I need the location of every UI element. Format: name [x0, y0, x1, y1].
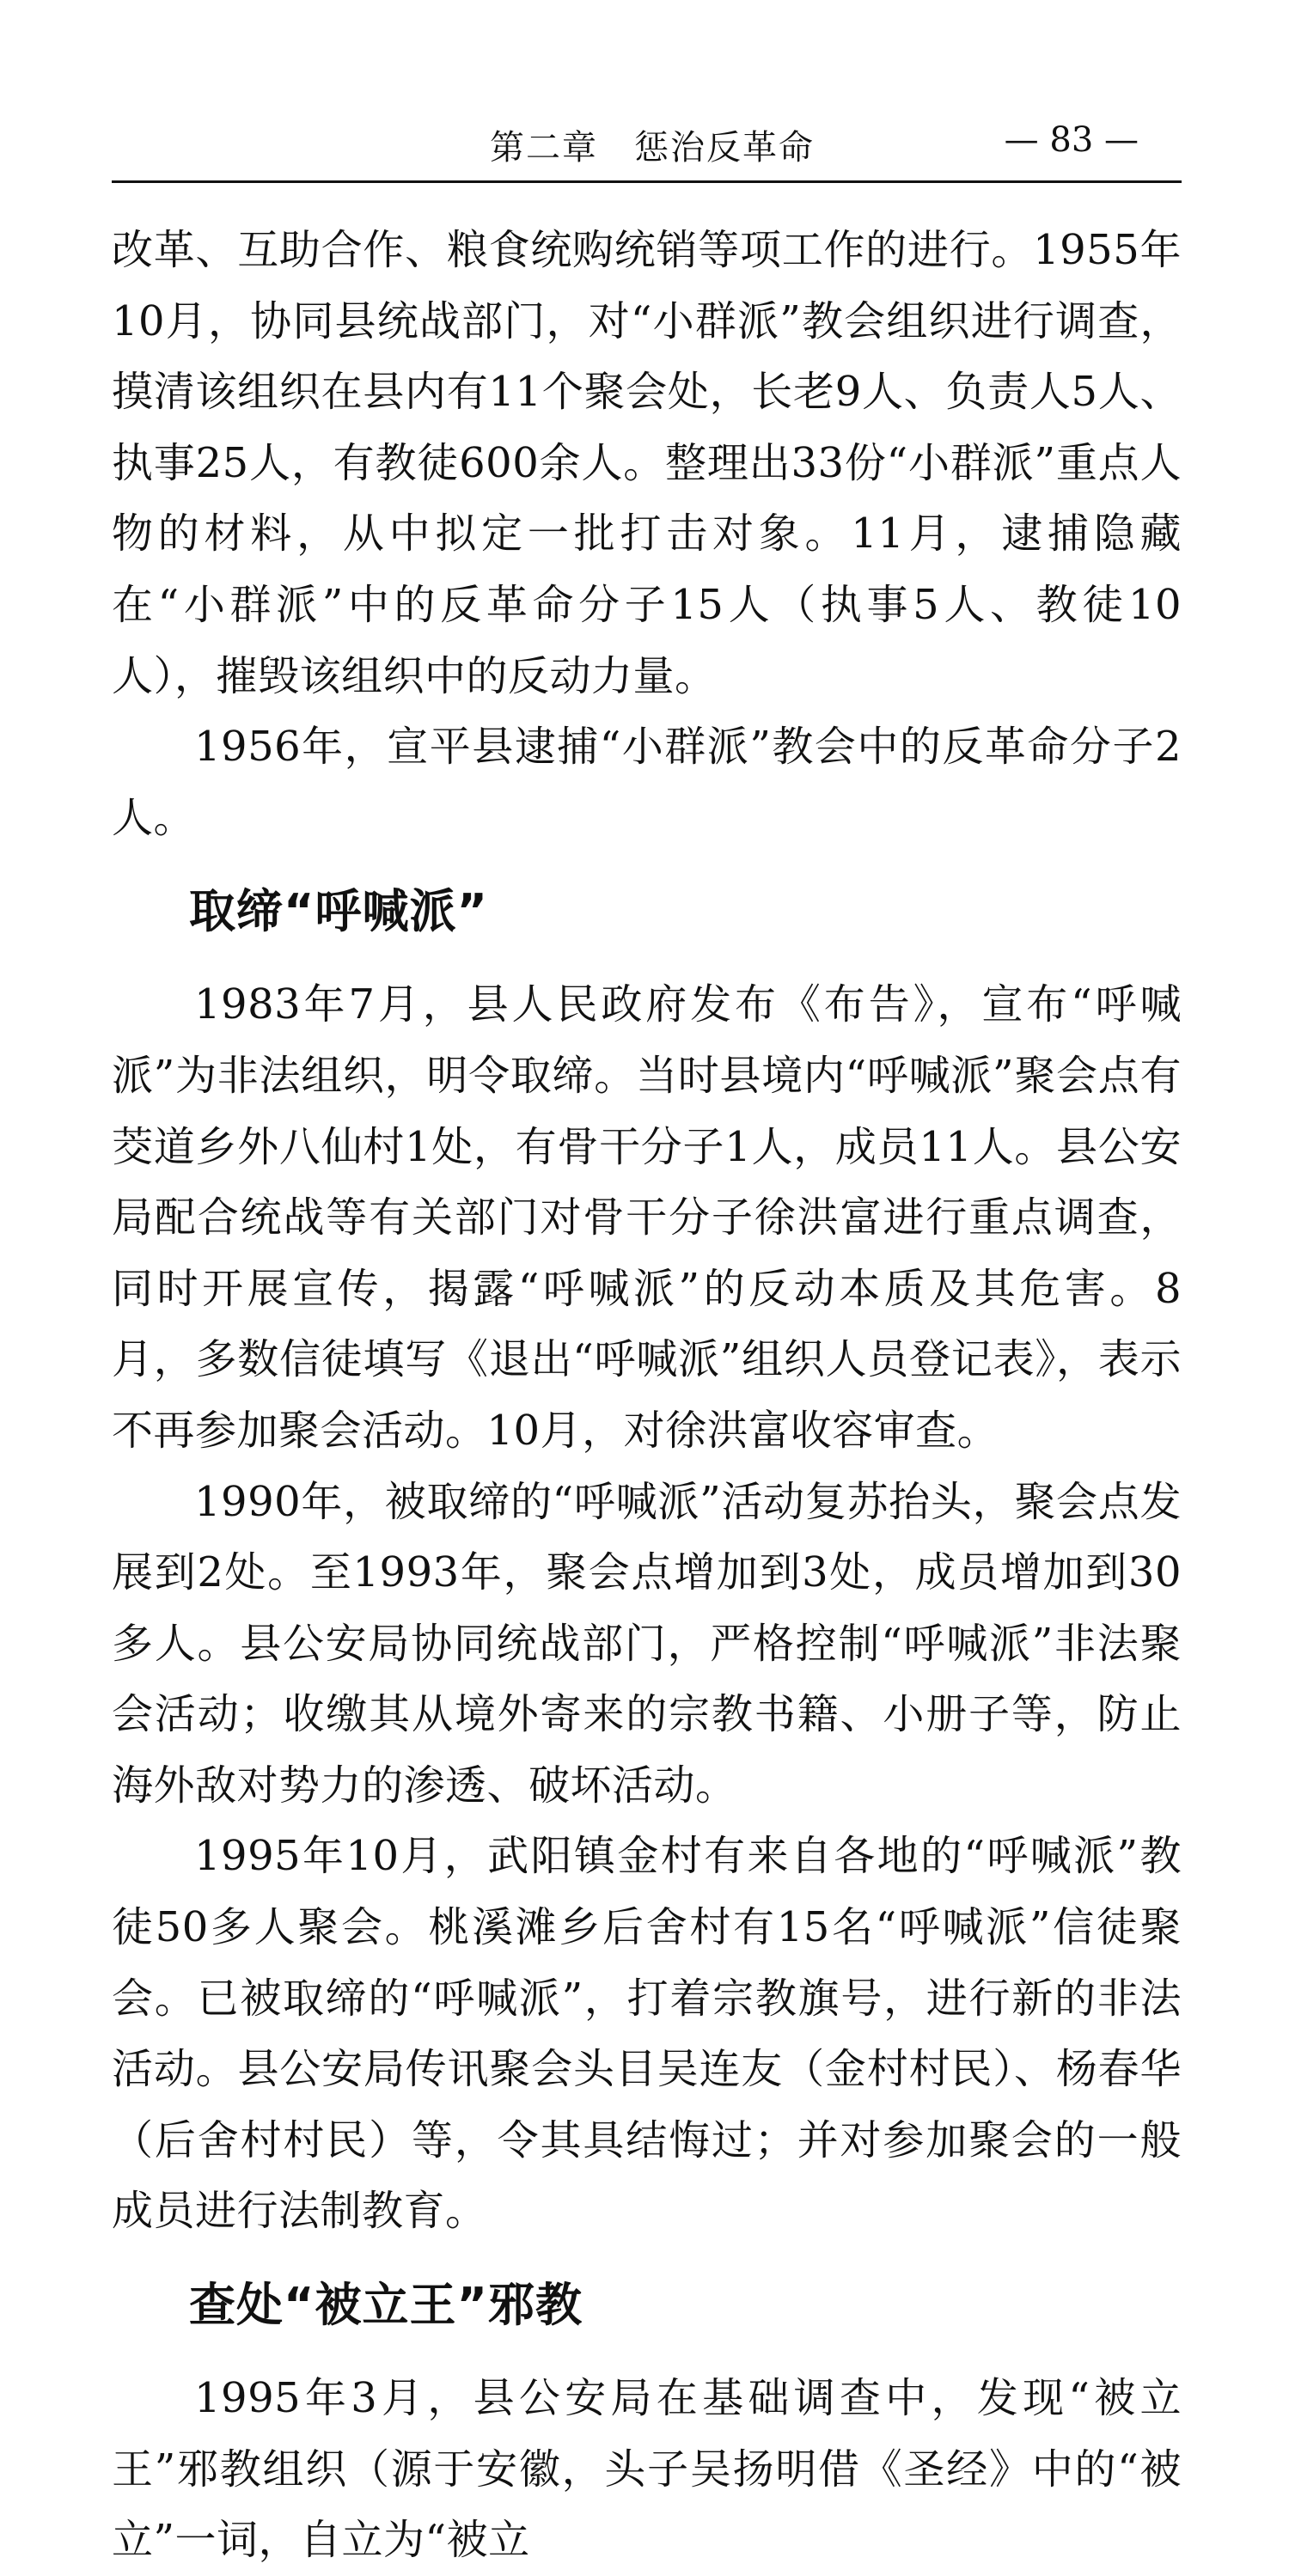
- paragraph: 1990年，被取缔的“呼喊派”活动复苏抬头，聚会点发展到2处。至1993年，聚会点增加到3处，成员增加到30多人。县公安局协同统战部门，严格控制“呼喊派”非法聚会活动；收缴其从境外寄来的宗教书籍、小册子等，防止海外敌对势力的渗透、破坏活动。: [112, 1477, 1182, 1810]
- chapter-title: 第二章 惩治反革命: [490, 128, 815, 168]
- section-heading: 查处“被立王”邪教: [189, 2278, 583, 2333]
- paragraph: 1983年7月，县人民政府发布《布告》，宣布“呼喊派”为非法组织，明令取缔。当时县境内“呼喊派”聚会点有茭道乡外八仙村1处，有骨干分子1人，成员11人。县公安局配合统战等有关部门对骨干分子徐洪富进行重点调查，同时开展宣传，揭露“呼喊派”的反动本质及其危害。8月，多数信徒填写《退出“呼喊派”组织人员登记表》，表示不再参加聚会活动。10月，对徐洪富收容审查。: [112, 980, 1182, 1455]
- header-divider: [112, 180, 1182, 183]
- paragraph: 1956年，宣平县逮捕“小群派”教会中的反革命分子2人。: [112, 723, 1182, 842]
- paragraph: 改革、互助合作、粮食统购统销等项工作的进行。1955年10月，协同县统战部门，对“小群派”教会组织进行调查，摸清该组织在县内有11个聚会处，长老9人、负责人5人、执事25人，有教徒600余人。整理出33份“小群派”重点人物的材料，从中拟定一批打击对象。11月，逮捕隐藏在“小群派”中的反革命分子15人（执事5人、教徒10人），摧毁该组织中的反动力量。: [112, 226, 1182, 700]
- section-heading: 取缔“呼喊派”: [189, 884, 488, 939]
- paragraph: 1995年10月，武阳镇金村有来自各地的“呼喊派”教徒50多人聚会。桃溪滩乡后舍村有15名“呼喊派”信徒聚会。已被取缔的“呼喊派”，打着宗教旗号，进行新的非法活动。县公安局传讯聚会头目吴连友（金村村民）、杨春华（后舍村村民）等，令其具结悔过；并对参加聚会的一般成员进行法制教育。: [112, 1832, 1182, 2236]
- running-header: [112, 120, 1182, 172]
- page-body: [112, 215, 1182, 2576]
- page-number: — 83 —: [1004, 120, 1139, 160]
- paragraph: 1995年3月，县公安局在基础调查中，发现“被立王”邪教组织（源于安徽，头子吴扬明借《圣经》中的“被立”一词，自立为“被立: [112, 2374, 1182, 2565]
